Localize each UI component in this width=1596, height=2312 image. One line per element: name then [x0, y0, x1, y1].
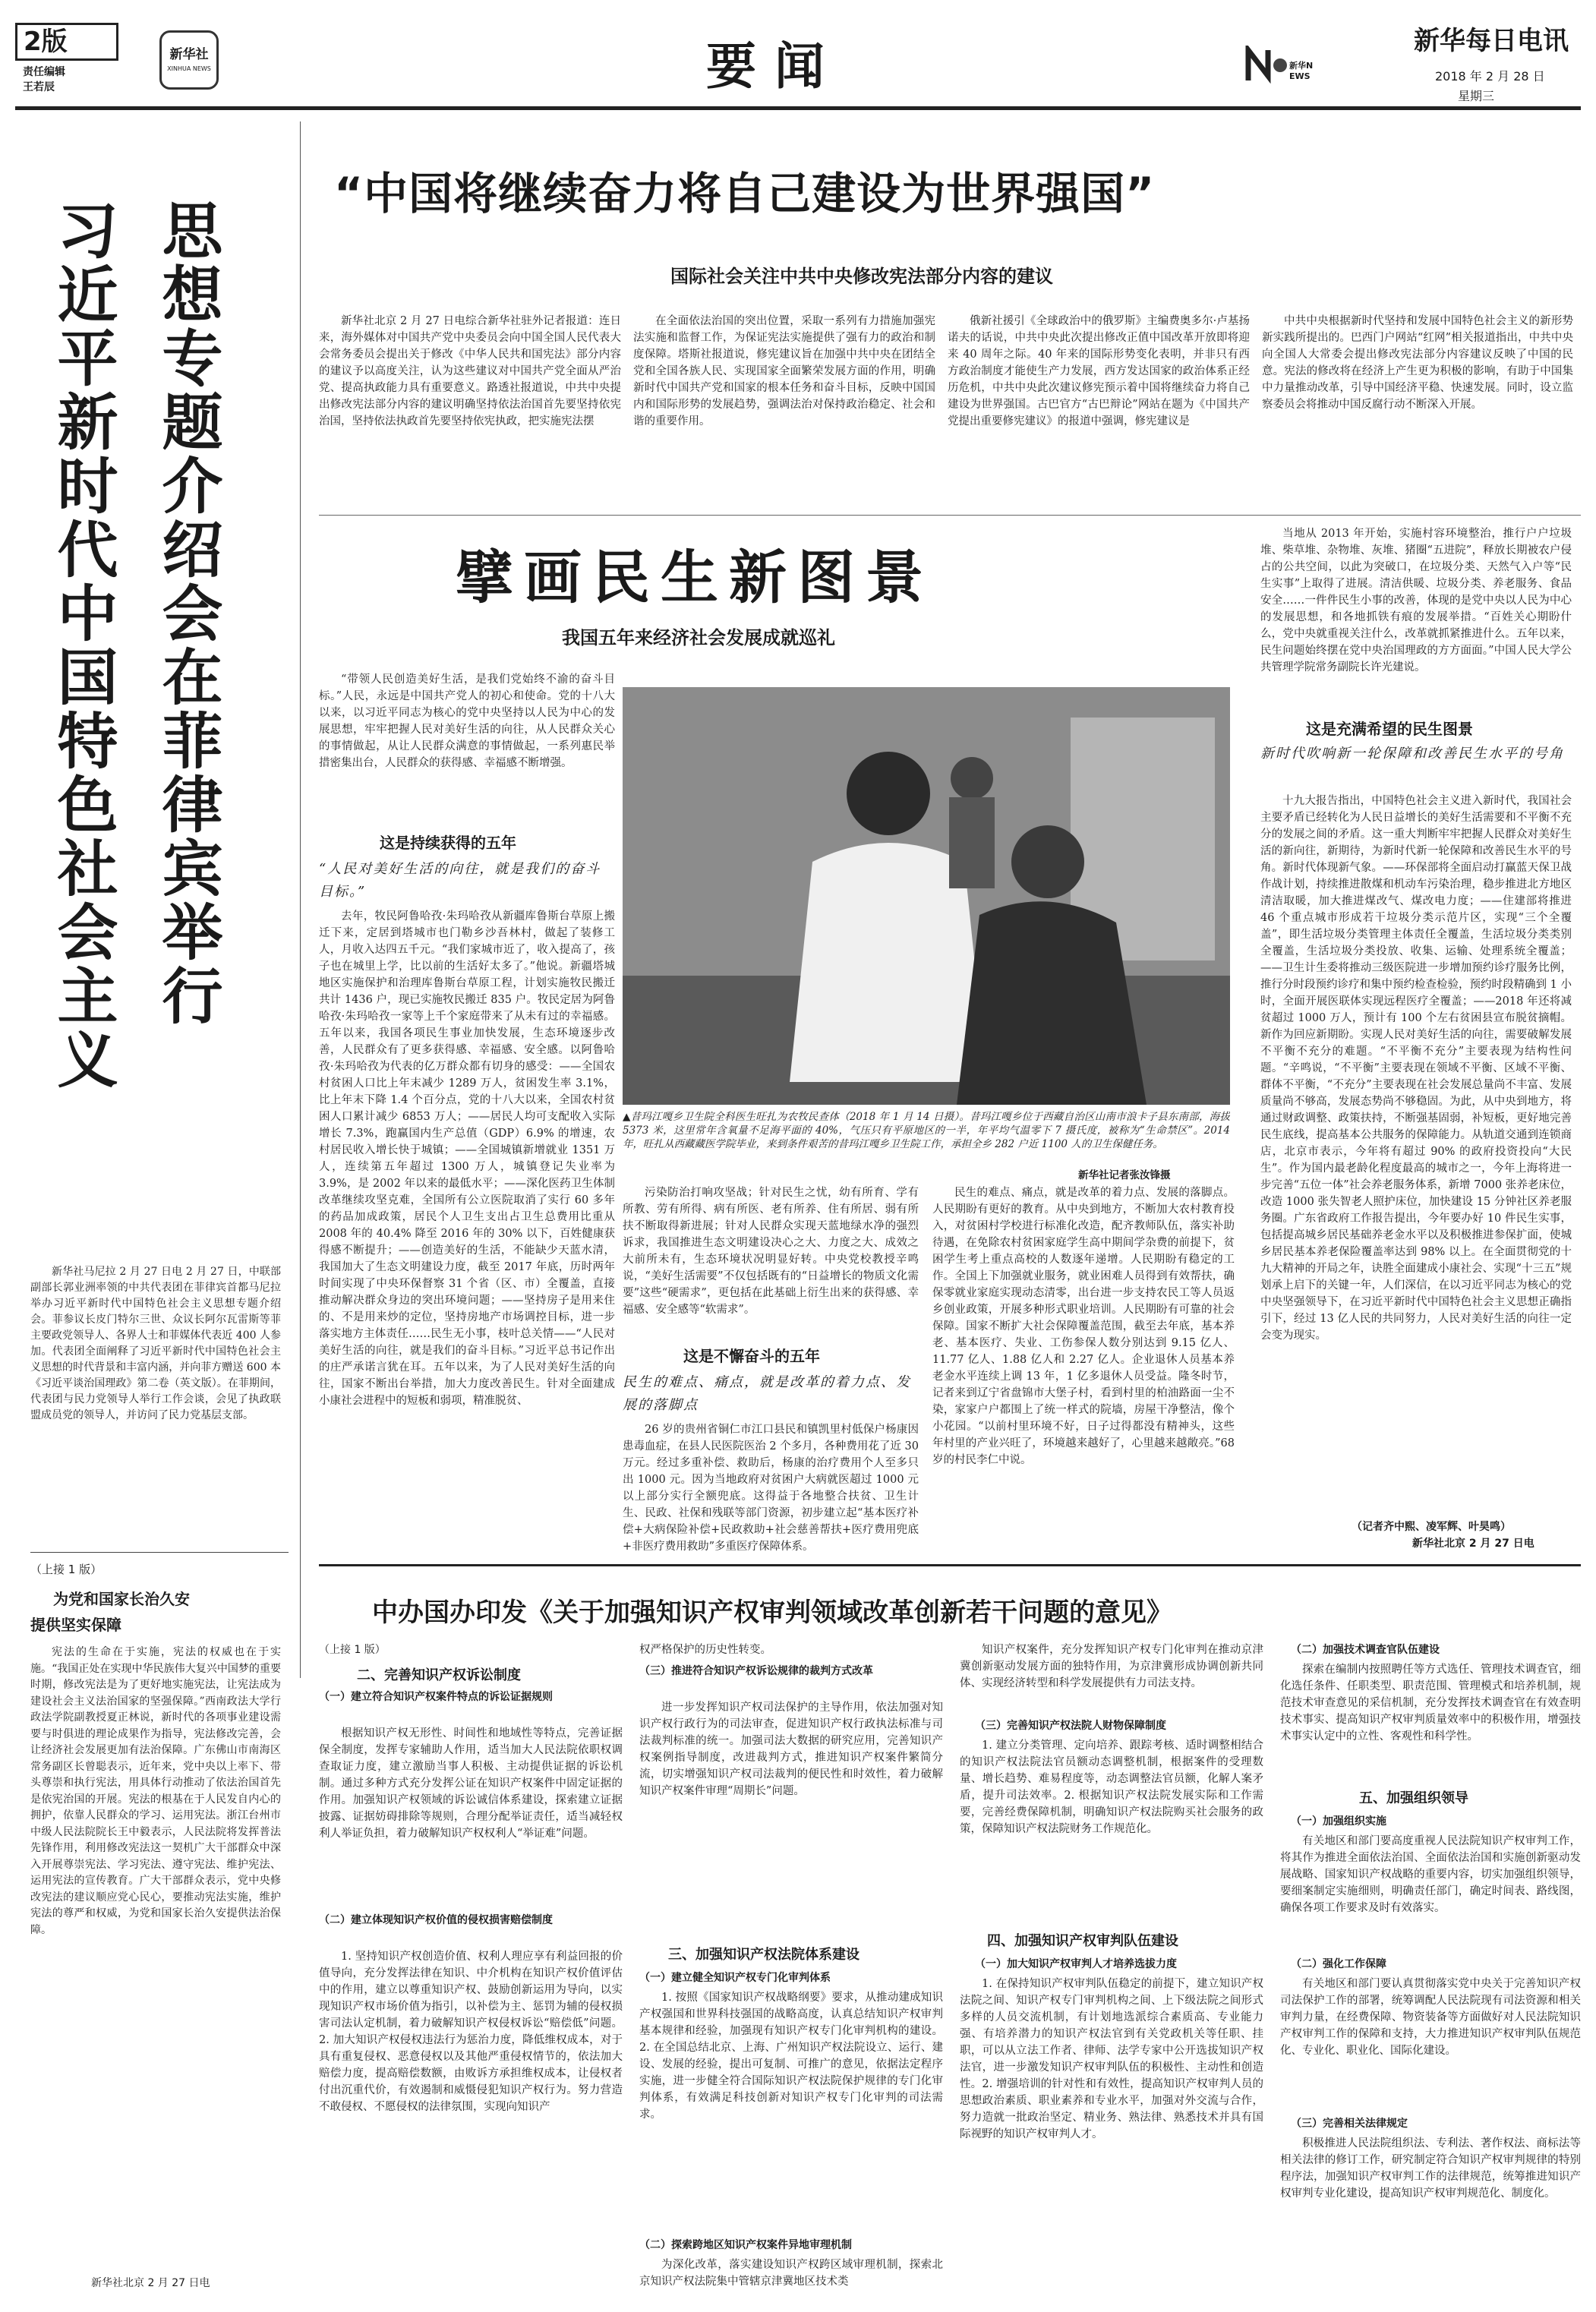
ip-sec4-title: 四、加强知识产权审判队伍建设	[987, 1933, 1178, 1949]
ip-sec4-1: （一）加大知识产权审判人才培养选拔力度	[975, 1958, 1177, 1970]
lead-bottom-rule	[319, 515, 1581, 516]
feature-mid-col-2	[932, 1184, 1235, 1555]
page-number-box	[15, 23, 118, 61]
feature-dateline: 新华社北京 2 月 27 日电	[1412, 1538, 1534, 1550]
xinhua-logo	[159, 30, 219, 90]
feature-right-col-b-text: 十九大报告指出，中国特色社会主义进入新时代，我国社会主要矛盾已经转化为人民日益增长的美好生活需要和不平衡不充分的发展之间的矛盾。这一重大判断牢牢把握人民群众对美好生活的新向往，新期待，为新时代新一轮保障和改善民生水平的号角。新时代体现新气象。——环保部将全面启动打赢蓝天保卫战作战计划，持续推进散煤和机动车污染治理，稳步推进北方地区清洁取暖，加大推进煤改气、煤改电力度；——住建部将推进 46 个重点城市形成若干垃圾分类示范片区，实现“三个全覆盖”，即生活垃圾分类管理主体责任全覆盖，生活垃圾分类类别全覆盖，生活垃圾分类投放、收集、运输、处理系统全覆盖；——卫生计生委将推动三级医院进一步增加预约诊疗服务比例，推行分时段预约诊疗和集中预约检查检验，预约时段精确到 1 小时，全面开展医联体实现远程医疗全覆盖；——2018 年还将减贫超过 1000 万人，预计有 100 个左右贫困县宣布脱贫摘帽。新作为回应新期盼。实现人民对美好生活的向往，需要破解发展不平衡不充分的难题。“不平衡不充分”主要表现为结构性问题。“辛鸣说，“不平衡”主要表现在领域不平衡、区域不平衡、群体不平衡，“不充分”主要表现在社会发展总量尚不丰富、发展质量尚不够高，发展态势尚不够稳固。为此，从中央到地方，将通过财政调整、政策扶持，不断强基固弱，补短板，更好地完善民生底线，提高基本公共服务的保障能力。从轨道交通到连锁商店，北京市表示，今年将有超过 90% 的政府投资投向“大民生”。作为国内最老龄化程度最高的城市之一，今年上海将进一步完善“五位一体”社会养老服务体系，新增 7000 张养老床位，改造 1000 张失智老人照护床位，加快建设 15 分钟社区养老服务圈。广东省政府工作报告提出，今年要办好 10 件民生实事，包括提高城乡居民基础养老金水平以及积极推进参保扩面，使城乡居民基本养老保险覆盖率达到 98% 以上。在全面贯彻党的十九大精神的开局之年，诀胜全面建成小康社会、实现“十三五”规划承上启下的关键一年，人们深信，在以习近平同志为核心的党中央坚强领导下，在习近平新时代中国特色社会主义思想正确指引下，经过 13 亿人民的共同努力，人民对美好生活的向往一定会变为现实。	[1260, 795, 1572, 1342]
feature-sec1-title: 这是持续获得的五年	[380, 834, 516, 852]
ip-headline: 中办国办印发《关于加强知识产权审判领域改革创新若干问题的意见》	[372, 1598, 1172, 1628]
ip-col1-continued: （上接 1 版）	[319, 1644, 386, 1656]
ip-sec5-title: 五、加强组织领导	[1359, 1790, 1468, 1806]
left-story-body	[30, 1264, 281, 1545]
ip-col3-body-3	[960, 1976, 1263, 2290]
left-story-text: 新华社马尼拉 2 月 27 日电 2 月 27 日，中联部副部长郭业洲率领的中共代表团在菲律宾首都马尼拉举办习近平新时代中国特色社会主义思想专题介绍会。菲参议长皮门特尔三世、众议长阿尔瓦雷斯等菲主要政党领导人、各界人士和菲媒体代表近 400 人参加。代表团全面阐释了习近平新时代中国特色社会主义思想的时代背景和丰富内涵，并向菲方赠送 600 本《习近平谈治国理政》第二卷（英文版）。在菲期间，代表团与民力党领导人举行工作会谈，会见了执政联盟成员党的领导人，并访问了民力党基层支部。	[30, 1266, 281, 1421]
ip-col1-body-2-text: 1. 坚持知识产权创造价值、权利人理应享有利益回报的价值导向，充分发挥法律在知识、中介机构在知识产权价值评估中的作用，建立以尊重知识产权、鼓励创新运用为导向，以实现知识产权市场价值为指引，以补偿为主、惩罚为辅的侵权损害司法认定机制，着力破解知识产权侵权诉讼“赔偿低”问题。2. 加大知识产权侵权违法行为惩治力度，降低维权成本，对于具有重复侵权、恶意侵权以及其他严重侵权情节的，依法加大赔偿力度，提高赔偿数额，由败诉方承担维权成本，让侵权者付出沉重代价，有效遏制和威慑侵犯知识产权行为。努力营造不敢侵权、不愿侵权的法律氛围，实现向知识产	[319, 1951, 623, 2113]
feature-mid-col-1b-text: 26 岁的贵州省铜仁市江口县民和镇凯里村低保户杨康因患毒血症，在县人民医院医治 2 个多月，各种费用花了近 30 万元。经过多重补偿、救助后，杨康的治疗费用个人至多只出 1000 元。因为当地政府对贫困户大病就医超过 1000 元以上部分实行全额兜底。这得益于各地整合扶贫、卫生计生、民政、社保和残联等部门资源，初步建立起“基本医疗补偿+大病保险补偿+民政救助+社会慈善帮扶+医疗费用兜底+非医疗费用救助”多重医疗保障体系。	[623, 1424, 919, 1553]
ip-col4-body-4	[1280, 2135, 1581, 2290]
ip-col4-body-3-text: 有关地区和部门要认真贯彻落实党中央关于完善知识产权司法保护工作的部署，统筹调配人民法院现有司法资源和相关审判力量，在经费保障、物资装备等方面做好对人民法院知识产权审判工作的保障和支持，大力推进知识产权审判队伍规范化、专业化、职业化、国际化建设。	[1280, 1978, 1581, 2057]
left-story-text-2: 宪法的生命在于实施，宪法的权威也在于实施。“我国正处在实现中华民族伟大复兴中国梦的重要时期，修改宪法是为了更好地实施宪法，让宪法成为建设社会主义法治国家的坚强保障。”西南政法大学行政法学院副教授夏正林说，新时代的各项事业建设需要与时俱进的理论成果作为指导，宪法修改完善，会让经济社会发展更加有法治保障。广东佛山市南海区常务副区长曾聪表示，近年来，党中央以上率下、带头尊崇和执行宪法，用具体行动推动了依法治国首先是依宪治国的开展。宪法的根基在于人民发自内心的拥护，依靠人民群众的学习、运用宪法。浙江台州市中级人民法院院长王中毅表示，人民法院将发挥普法先锋作用，利用修改宪法这一契机广大干部群众中深入开展尊崇宪法、学习宪法、遵守宪法、维护宪法、运用宪法的宣传教育。广大干部群众表示，党中央修改宪法的建议顺应党心民心，要推动宪法实施，维护宪法的尊严和权威，为党和国家长治久安提供法治保障。	[30, 1646, 281, 1936]
left-subtitle-1: 为党和国家长治久安	[53, 1590, 190, 1608]
ip-sec5-2: （二）强化工作保障	[1291, 1958, 1386, 1970]
issue-date: 2018 年 2 月 28 日	[1435, 69, 1545, 84]
lead-col-3-text: 俄新社援引《全球政治中的俄罗斯》主编费奥多尔·卢基扬诺夫的话说，中共中央此次提出修改正值中国改革开放即将迎来 40 周年之际。40 年来的国际形势变化表明，并非只有西方政治制度才能使生产力发展，西方发达国家的政治体系正经历危机，中共中央此次建议修宪预示着中国将继续奋力将自己建设为世界强国。古巴官方“古巴辩论”网站在题为《中国共产党提出重要修宪建议》的报道中强调，修宪建议是	[948, 315, 1250, 427]
lead-subhead: 国际社会关注中共中央修改宪法部分内容的建议	[670, 266, 1053, 287]
lead-headline: “中国将继续奋力将自己建设为世界强国”	[334, 168, 1156, 219]
ip-col2-tail-text: 为深化改革，落实建设知识产权跨区域审理机制，探索北京知识产权法院集中管辖京津冀地区技术类	[639, 2259, 943, 2288]
feature-sec2-quote: 民生的难点、痛点，就是改革的着力点、发展的落脚点	[623, 1374, 911, 1413]
ip-sec2-1: （一）建立符合知识产权案件特点的诉讼证据规则	[319, 1691, 553, 1703]
ip-col4-body	[1280, 1661, 1581, 1778]
ip-col2-body	[639, 1699, 943, 1936]
feature-bottom-rule	[319, 1564, 1581, 1566]
paper-name: 新华每日电讯	[1414, 26, 1569, 56]
left-column-rule	[300, 121, 301, 1678]
ip-col4-body-4-text: 积极推进人民法院组织法、专利法、著作权法、商标法等相关法律的修订工作，研究制定符合知识产权审判规律的特别程序法，加强知识产权审判工作的法律规范，统筹推进知识产权审判专业化建设，提高知识产权审判规范化、制度化。	[1280, 2137, 1581, 2200]
feature-photo	[623, 687, 1230, 1105]
feature-byline: （记者齐中熙、凌军辉、叶昊鸣）	[1352, 1521, 1511, 1533]
ip-col4-body-2	[1280, 1833, 1581, 1950]
feature-mid-col-1	[623, 1184, 919, 1335]
feature-mid-col-1-text: 污染防治打响攻坚战；针对民生之忧，幼有所育、学有所教、劳有所得、病有所医、老有所养、住有所居、弱有所扶不断取得新进展；针对人民群众实现天蓝地绿水净的强烈诉求，我国推进生态文明建设决心之大、力度之大、成效之大前所未有，生态环境状况明显好转。中央党校教授辛鸣说，“美好生活需要”不仅包括既有的“日益增长的物质文化需要”这些“硬需求”，更包括在此基础上衍生出来的获得感、幸福感、安全感等“软需求”。	[623, 1187, 919, 1316]
lead-col-1	[319, 313, 621, 509]
photo-caption-text: ▲昔玛江嘎乡卫生院全科医生旺扎为农牧民查体（2018 年 1 月 14 日摄）。昔玛江嘎乡位于西藏自治区山南市浪卡子县东南部，海拔 5373 米，这里常年含氧量不足海平面的 40%，气压只有平原地区的一半，年平均气温零下 7 摄氏度，被称为“生命禁区”。2014 年，旺扎从西藏藏医学院毕业，来到条件艰苦的昔玛江嘎乡卫生院工作，承担全乡 282 户近 1100 人的卫生保健任务。	[623, 1111, 1230, 1150]
feature-right-col-b	[1260, 793, 1572, 1514]
feature-headline: 擘画民生新图景	[456, 544, 934, 611]
feature-sec1-body	[319, 908, 615, 1552]
section-title: 要闻	[706, 37, 843, 96]
ip-col4-body-3	[1280, 1976, 1581, 2109]
feature-mid-col-1b	[623, 1421, 919, 1555]
ip-col3-body-text: 知识产权案件，充分发挥知识产权专门化审判在推动京津冀创新驱动发展方面的独特作用，为京津冀形成协调创新共同体、实现经济转型和科学发展提供有力司法支持。	[960, 1644, 1263, 1689]
logo-sub: XINHUA NEWS	[167, 65, 211, 72]
ip-col2-top-text: 权严格保护的历史性转变。	[639, 1644, 771, 1656]
feature-intro-text: “带领人民创造美好生活，是我们党始终不渝的奋斗目标。”人民，永远是中国共产党人的初心和使命。党的十八大以来，以习近平同志为核心的党中央坚持以人民为中心的发展思想，牢牢把握人民对美好生活的向往，从人民群众关心的事情做起，从让人民群众满意的事情做起，一系列惠民举措密集出台，人民群众的获得感、幸福感不断增强。	[319, 673, 615, 769]
ip-col4-body-text: 探索在编制内按照聘任等方式选任、管理技术调查官，细化选任条件、任职类型、职责范围、管理模式和培养机制，规范技术审查意见的采信机制，充分发挥技术调查官在有效查明技术事实、提高知识产权审判质量效率中的积极作用，增强技术事实认定中的立性、客观性和科学性。	[1280, 1664, 1581, 1743]
feature-sec1-quote: “人民对美好生活的向往，就是我们的奋斗目标。”	[319, 861, 601, 900]
ip-col3-body-2-text: 1. 建立分类管理、定向培养、跟踪考核、适时调整相结合的知识产权法院法官员额动态调整机制，根据案件的受理数量、增长趋势、难易程度等，动态调整法官员额，化解人案矛盾，提升司法效率。2. 根据知识产权法院发展实际和工作需要，完善经费保障机制，明确知识产权法院购买社会服务的政策，保障知识产权法院财务工作规范化。	[960, 1740, 1263, 1835]
lead-col-1-text: 新华社北京 2 月 27 日电综合新华社驻外记者报道：连日来，海外媒体对中国共产党中央委员会向中国全国人民代表大会常务委员会提出关于修改《中华人民共和国宪法》部分内容的建议予以高度关注，认为这些建议对中国共产党全面从严治党、提高执政能力具有重要意义。路透社报道说，中共中央提出修改宪法部分内容的建议明确坚持依法治国首先要坚持依宪治国，坚持依法执政首先要坚持依宪执政，把实施宪法摆	[319, 315, 621, 427]
ip-sec3-title: 三、加强知识产权法院体系建设	[668, 1947, 860, 1963]
ip-col1-body-2	[319, 1948, 623, 2290]
feature-intro	[319, 671, 615, 822]
ip-sec2-2: （二）建立体现知识产权价值的侵权损害赔偿制度	[319, 1914, 553, 1926]
ip-sec2-title: 二、完善知识产权诉讼制度	[357, 1667, 521, 1683]
photo-credit: 新华社记者张汝锋摄	[1078, 1169, 1171, 1181]
ip-col3-body-2	[960, 1737, 1263, 1921]
lead-col-4-text: 中共中央根据新时代坚持和发展中国特色社会主义的新形势新实践所提出的。巴西门户网站“红网”相关报道指出，中共中央向全国人大常委会提出修改宪法部分内容建议反映了中国的民意。宪法的修改将在经济上产生更为积极的影响，有助于中国集中力量推动改革，引导中国经济平稳、快速发展。同时，设立监察委员会将推动中国反腐行动不断深入开展。	[1262, 315, 1573, 411]
photo-caption	[623, 1110, 1230, 1165]
left-dateline: 新华社北京 2 月 27 日电	[91, 2277, 210, 2289]
news-logo	[1245, 46, 1314, 84]
ip-sec4-2: （二）加强技术调查官队伍建设	[1291, 1644, 1440, 1656]
editor-name: 王若辰	[23, 81, 55, 93]
feature-mid-col-2-text: 民生的难点、痛点，就是改革的着力点、发展的落脚点。人民期盼有更好的教育。从中央到地方，不断加大农村教育投入，对贫困村学校进行标准化改造，配齐教师队伍，落实补助待遇，在免除农村贫困家庭学生高中期间学杂费的前提下，贫困学生考上重点高校的人数逐年递增。人民期盼有稳定的工作。全国上下加强就业服务，就业困难人员得到有效帮扶，确保零就业家庭实现动态清零，出台进一步支持农民工等人员返乡创业政策，开展多种形式职业培训。人民期盼有可靠的社会保障。国家不断扩大社会保障覆盖范围，截至去年底，基本养老、基本医疗、失业、工伤参保人数分别达到 9.15 亿人、11.77 亿人、1.88 亿人和 2.27 亿人。企业退休人员基本养老金水平连续上调 13 年，1 亿多退休人员受益。隆冬时节，记者来到辽宁省盘锦市大堡子村，看到村里的柏油路面一尘不染，家家户户都围上了统一样式的院墙，房屋干净整洁，像个小花园。“以前村里环境不好，日子过得都没有精神头，这些年村里的产业兴旺了，环境越来越好了，心里越来越敞亮。”68 岁的村民李仁中说。	[932, 1187, 1235, 1466]
feature-subhead: 我国五年来经济社会发展成就巡礼	[562, 627, 835, 648]
ip-sec5-1: （一）加强组织实施	[1291, 1815, 1386, 1828]
feature-sec1-text: 去年，牧民阿鲁哈孜·朱玛哈孜从新疆库鲁斯台草原上搬迁下来，定居到塔城市也门勒乡沙吾林村，做起了装修工人，月收入达四五千元。“我们家城市近了，收入提高了，孩子也在城里上学，比以前的生活好太多了。”他说。新疆塔城地区实施保护和治理库鲁斯台草原工程，计划实施牧民搬迁共计 1436 户，现已实施牧民搬迁 835 户。牧民定居为阿鲁哈孜·朱玛哈孜一家等上千个家庭带来了从未有过的幸福感。五年以来，我国各项民生事业加快发展，生态环境逐步改善，人民群众有了更多获得感、幸福感、安全感。以阿鲁哈孜·朱玛哈孜为代表的亿万群众都有切身的感受：——全国农村贫困人口比上年末减少 1289 万人，贫困发生率 3.1%，比上年末下降 1.4 个百分点，党的十八大以来，全国农村贫困人口累计减少 6853 万人；——居民人均可支配收入实际增长 7.3%，跑赢国内生产总值（GDP）6.9% 的增速，农村居民收入增长快于城镇；——全国城镇新增就业 1351 万人，连续第五年超过 1300 万人，城镇登记失业率为 3.9%，是 2002 年以来的最低水平；——深化医药卫生体制改革继续攻坚克难，全国所有公立医院取消了实行 60 多年的药品加成政策，居民个人卫生支出占卫生总费用比重从 2008 年的 40.4% 降至 2016 年的 30% 以下，百姓健康获得感不断提升；——创造美好的生活，不能缺少天蓝水清，我国加大了生态文明建设力度，截至 2017 年底，历时两年时间实现了中央环保督察 31 个省（区、市）全覆盖，直接推动解决群众身边的突出环境问题；——坚持房子是用来住的、不是用来炒的定位，坚持房地产市场调控目标，进一步落实地方主体责任……民生无小事，枝叶总关情——“人民对美好生活的向往，就是我们的奋斗目标。”习近平总书记作出的庄严承诺言犹在耳。五年以来，为了人民对美好生活的向往，国家不断出台举措，加大力度改善民生。针对全面建成小康社会进程中的短板和弱项，精准脱贫、	[319, 910, 615, 1407]
left-subtitle-2: 提供坚实保障	[30, 1616, 121, 1634]
ip-col3-body-3-text: 1. 在保持知识产权审判队伍稳定的前提下，建立知识产权法院之间、知识产权专门审判机构之间、上下级法院之间形式多样的人员交流机制，有计划地选派综合素质高、专业能力强、有培养潜力的知识产权法官到有关党政机关等任职、挂职，可以从立法工作者、律师、法学专家中公开选拔知识产权法官，进一步激发知识产权审判队伍的积极性、主动性和创造性。2. 增强培训的针对性和有效性，提高知识产权审判人员的思想政治素质、职业素养和专业水平，加强对外交流与合作，努力造就一批政治坚定、精业务、熟法律、熟悉技术并具有国际视野的知识产权审判人才。	[960, 1978, 1263, 2140]
feature-sec3-title: 这是充满希望的民生图景	[1306, 720, 1473, 738]
feature-right-col	[1260, 525, 1572, 709]
lead-col-4	[1262, 313, 1573, 509]
photo-scene-icon	[623, 687, 1230, 1105]
lead-col-2	[633, 313, 935, 509]
ip-sec5-3: （三）完善相关法律规定	[1291, 2118, 1408, 2130]
page-number: 2版	[24, 27, 68, 57]
lead-col-3	[948, 313, 1250, 509]
ip-col2-top	[639, 1642, 943, 1658]
ip-col3-body	[960, 1642, 1263, 1708]
ip-sec2-3: （三）推进符合知识产权诉讼规律的裁判方式改革	[639, 1665, 873, 1677]
vertical-headline-b: 思想专题介绍会在菲律宾举行	[152, 199, 222, 1028]
ip-col2-body-text: 进一步发挥知识产权司法保护的主导作用，依法加强对知识产权行政行为的司法审查，促进知识产权行政执法标准与司法裁判标准的统一。加强司法大数据的研究应用，完善知识产权案例指导制度，改进裁判方式，推进知识产权案件繁简分流，切实增强知识产权司法裁判的便民性和时效性，着力破解知识产权案件审理“周期长”问题。	[639, 1702, 943, 1797]
editor-role: 责任编辑	[23, 66, 65, 78]
feature-right-col-text: 当地从 2013 年开始，实施村容环境整治，推行户户垃圾堆、柴草堆、杂物堆、灰堆、猪圈“五进院”，释放长期被农户侵占的公共空间，以此为突破口，在垃圾分类、天然气入户等“民生实事”上取得了进展。清洁供暖、垃圾分类、养老服务、食品安全……一件件民生小事的改善，体现的是党中央以人民为中心的发展思想，和各地抓铁有痕的发展举措。“百姓关心期盼什么，党中央就重视关注什么，改革就抓紧推进什么。五年以来，民生问题始终摆在党中央治国理政的方方面面。”中国人民大学公共管理学院常务副院长许光建说。	[1260, 528, 1572, 673]
left-story-body-2	[30, 1645, 281, 2269]
news-logo-text: 新华N EWS	[1289, 61, 1314, 81]
masthead-rule	[15, 106, 1581, 110]
lead-col-2-text: 在全面依法治国的突出位置，采取一系列有力措施加强宪法实施和监督工作，为保证宪法实施提供了强有力的政治和制度保障。塔斯社报道说，修宪建议旨在加强中共中央在团结全党和全国各族人民、实现国家全面繁荣发展方面的作用，明确新时代中国共产党和国家的根本任务和奋斗目标，反映中国国内和国际形势的发展趋势，强调法治对保持政治稳定、社会和谐的重要作用。	[633, 315, 935, 427]
ip-col2-tail	[639, 2257, 943, 2290]
news-logo-icon	[1245, 46, 1291, 84]
ip-sec3-2: （二）探索跨地区知识产权案件异地审理机制	[639, 2239, 852, 2251]
left-story-rule	[30, 1552, 289, 1553]
feature-sec3-quote: 新时代吹响新一轮保障和改善民生水平的号角	[1260, 746, 1564, 762]
logo-text: 新华社	[169, 47, 209, 62]
ip-col1-body-text: 根据知识产权无形性、时间性和地域性等特点，完善证据保全制度，发挥专家辅助人作用，适当加大人民法院依职权调查取证力度，建立激励当事人积极、主动提供证据的诉讼机制。通过多种方式充分发挥公证在知识产权案件中固定证据的作用。加强知识产权领域的诉讼诚信体系建设，探索建立证据披露、证据妨碍排除等规则，合理分配举证责任，适当减轻权利人举证负担，着力破解知识产权权利人“举证难”问题。	[319, 1727, 623, 1840]
ip-col4-body-2-text: 有关地区和部门要高度重视人民法院知识产权审判工作，将其作为推进全面依法治国、全面依法治国和实施创新驱动发展战略、国家知识产权战略的重要内容，切实加强组织领导，要细案制定实施细则，明确责任部门，确定时间表、路线图，确保各项工作要求及时有效落实。	[1280, 1835, 1581, 1914]
vertical-headline-a: 习近平新时代中国特色社会主义	[47, 199, 118, 1092]
weekday: 星期三	[1458, 89, 1495, 103]
ip-sec3-1: （一）建立健全知识产权专门化审判体系	[639, 1972, 831, 1984]
left-continued: （上接 1 版）	[30, 1563, 103, 1576]
ip-col1-body	[319, 1725, 623, 1907]
ip-sec3-3: （三）完善知识产权法院人财物保障制度	[975, 1720, 1166, 1732]
ip-col2-body-2	[639, 1989, 943, 2232]
ip-col2-body-2-text: 1. 按照《国家知识产权战略纲要》要求，从推动建成知识产权强国和世界科技强国的战略高度，认真总结知识产权审判基本规律和经验，加强现有知识产权专门化审判机构的建设。2. 在全国总结北京、上海、广州知识产权法院设立、运行、建设、发展的经验，提出可复制、可推广的意见，依据法定程序实施，进一步健全符合国际知识产权法院保护规律的专门化审判体系，有效满足科技创新对知识产权专门化审判的司法需求。	[639, 1992, 943, 2121]
feature-sec2-title: 这是不懈奋斗的五年	[683, 1347, 820, 1365]
